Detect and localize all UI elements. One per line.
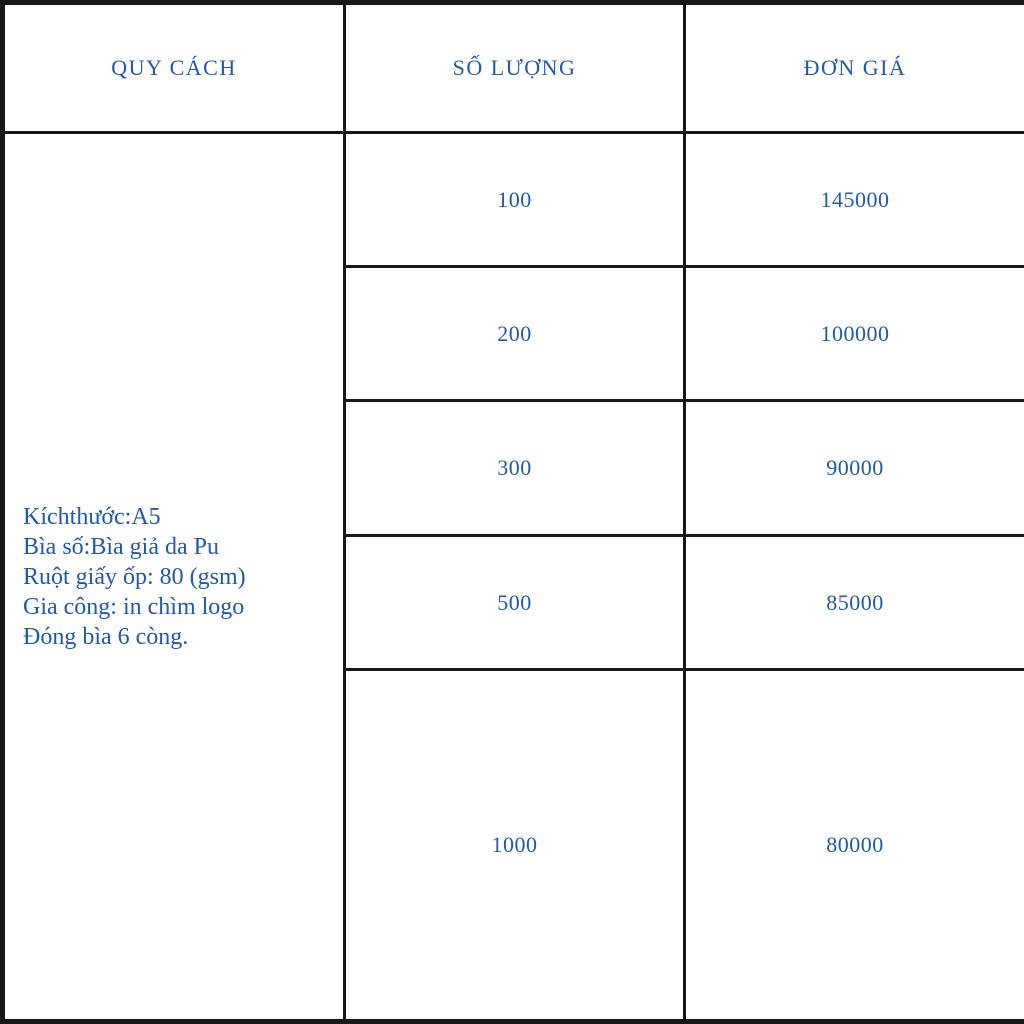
header-so-luong: SỐ LƯỢNG [345,3,685,133]
spec-line-dong-bia: Đóng bìa 6 còng. [23,623,189,650]
spec-line-bia-so: Bìa số:Bìa giả da Pu [23,533,219,560]
unit-price-cell: 80000 [685,670,1024,1022]
quantity-cell: 100 [345,133,685,267]
quantity-cell: 1000 [345,670,685,1022]
header-quy-cach: QUY CÁCH [3,3,345,133]
quantity-cell: 300 [345,401,685,536]
spec-text-block [5,502,343,652]
unit-price-cell: 100000 [685,267,1024,401]
header-don-gia: ĐƠN GIÁ [685,3,1024,133]
quantity-cell: 200 [345,267,685,401]
spec-cell [3,133,345,1022]
quantity-cell: 500 [345,536,685,670]
unit-price-cell: 90000 [685,401,1024,536]
unit-price-cell: 85000 [685,536,1024,670]
spec-line-kich-thuoc: Kíchthước:A5 [23,503,161,530]
unit-price-cell: 145000 [685,133,1024,267]
spec-line-ruot-giay: Ruột giấy ốp: 80 (gsm) [23,563,246,590]
header-row [3,3,1024,133]
spec-line-gia-cong: Gia công: in chìm logo [23,593,245,620]
table-row [3,133,1024,267]
